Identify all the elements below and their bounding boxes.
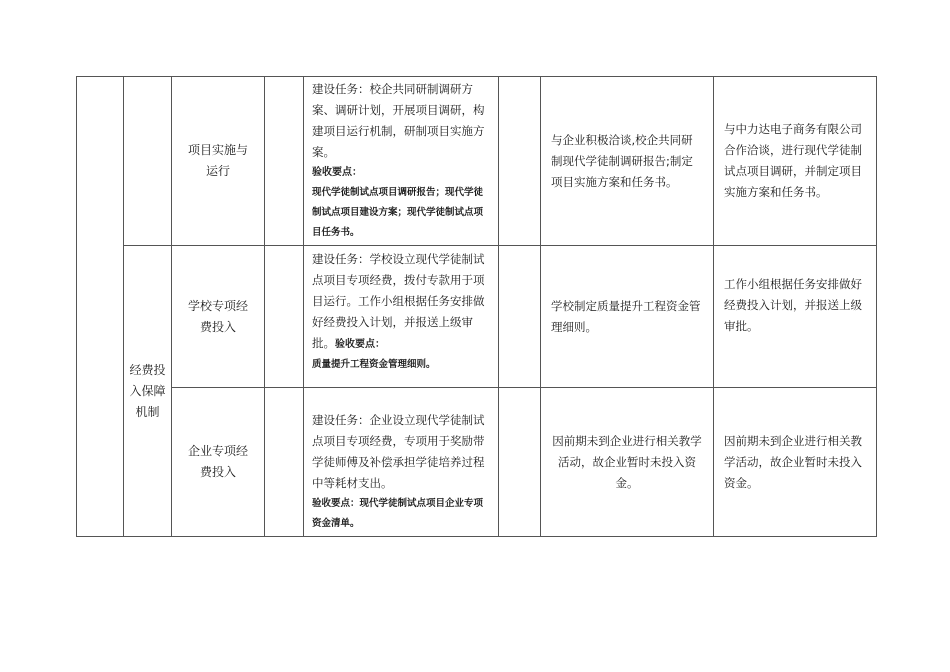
task-content: 学校设立现代学徒制试点项目专项经费，拨付专款用于项目运行。工作小组根据任务安排做好经费投入计划，并报送上级审批。 (312, 252, 485, 350)
table-row (77, 388, 877, 537)
task-label: 建设任务： (312, 413, 370, 427)
school-progress-text: 学校制定质量提升工程资金管理细则。 (551, 298, 701, 334)
task-label: 建设任务： (312, 252, 370, 266)
acceptance-text: 现代学徒制试点项目调研报告；现代学徒制试点项目建设方案；现代学徒制试点项目任务书。 (312, 187, 484, 238)
enterprise-progress-cell (714, 246, 877, 388)
category-label: 经费投入保障机制 (129, 362, 166, 419)
item-cell (172, 388, 265, 537)
task-text (312, 410, 492, 494)
item-cell (172, 77, 265, 246)
school-progress-text: 因前期未到企业进行相关教学活动，故企业暂时未投入资金。 (552, 433, 702, 490)
item-cell (172, 246, 265, 388)
acceptance-content: 现代学徒制试点项目企业专项资金清单。 (312, 498, 484, 529)
school-progress-cell (541, 77, 714, 246)
blank-cell (499, 388, 541, 537)
blank-cell (499, 77, 541, 246)
school-progress-cell (541, 388, 714, 537)
blank-cell (265, 77, 304, 246)
enterprise-progress-cell (714, 388, 877, 537)
progress-table (76, 76, 877, 537)
table-row (77, 246, 877, 388)
item-label: 项目实施与运行 (187, 143, 248, 178)
task-text (312, 79, 492, 163)
school-progress-text: 与企业积极洽谈,校企共同研制现代学徒制调研报告;制定项目实施方案和任务书。 (551, 132, 693, 189)
category-cell (124, 77, 172, 246)
acceptance-label: 验收要点： (335, 339, 385, 350)
blank-cell (265, 388, 304, 537)
blank-cell (265, 246, 304, 388)
acceptance-text (312, 494, 492, 534)
task-text (312, 249, 492, 355)
school-progress-cell (541, 246, 714, 388)
acceptance-label: 验收要点： (312, 167, 362, 178)
blank-cell (499, 246, 541, 388)
task-label: 建设任务： (312, 82, 370, 96)
task-cell (304, 246, 499, 388)
category-cell (124, 246, 172, 537)
acceptance-text: 质量提升工程资金管理细则。 (312, 359, 436, 370)
blank-outer-cell (77, 77, 124, 537)
table-row (77, 77, 877, 246)
enterprise-progress-text: 工作小组根据任务安排做好经费投入计划，并报送上级审批。 (724, 277, 862, 333)
task-cell (304, 388, 499, 537)
task-content: 校企共同研制调研方案、调研计划，开展项目调研，构建项目运行机制，研制项目实施方案。 (312, 82, 485, 159)
enterprise-progress-text: 因前期未到企业进行相关教学活动，故企业暂时未投入资金。 (724, 433, 862, 490)
task-cell (304, 77, 499, 246)
enterprise-progress-text: 与中力达电子商务有限公司合作洽谈，进行现代学徒制试点项目调研，并制定项目实施方案和任务书。 (724, 122, 862, 199)
task-content: 企业设立现代学徒制试点项目专项经费，专项用于奖励带学徒师傅及补偿承担学徒培养过程中等耗材支出。 (312, 413, 485, 490)
acceptance-label: 验收要点： (312, 498, 360, 509)
item-label: 企业专项经费投入 (187, 444, 248, 479)
item-label: 学校专项经费投入 (187, 298, 248, 334)
enterprise-progress-cell (714, 77, 877, 246)
